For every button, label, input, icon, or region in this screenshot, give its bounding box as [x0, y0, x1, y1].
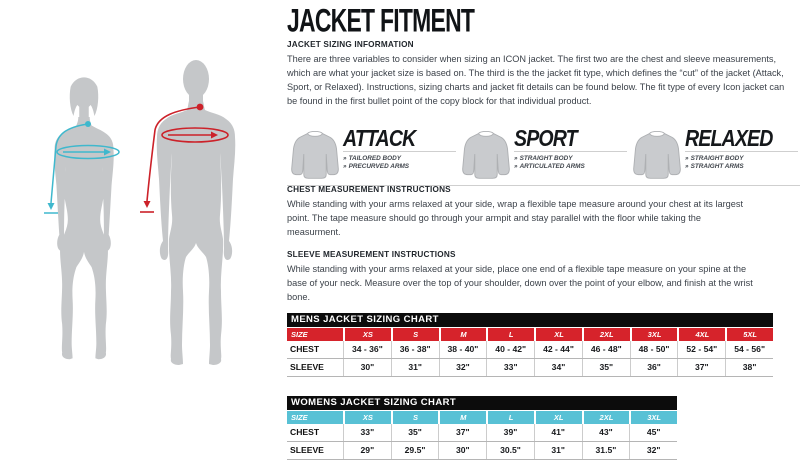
jacket-icon	[629, 128, 685, 182]
cell: 45"	[629, 424, 677, 441]
cell: 43"	[582, 424, 630, 441]
cell: 29.5"	[391, 442, 439, 459]
header-cell: XL	[534, 328, 582, 341]
fit-title-relaxed: RELAXED	[685, 125, 773, 151]
bullet-icon: »	[343, 163, 347, 170]
chest-instructions-heading: CHEST MEASUREMENT INSTRUCTIONS	[287, 185, 451, 194]
womens-sleeve-row	[287, 442, 677, 460]
sleeve-instructions-body: While standing with your arms relaxed at your side, place one end of a flexible tape measure on your spine at the base of your neck. Measure over the top of your shoulder, down over the point of your elbow, and finish at the wrist bone.	[287, 264, 753, 302]
body-measurement-figures	[18, 50, 263, 380]
fit-types-strip	[287, 126, 800, 186]
fit-feature: STRAIGHT ARMS	[690, 163, 744, 170]
header-cell: XL	[534, 411, 582, 424]
fit-feature: PRECURVED ARMS	[348, 163, 410, 170]
cell: 37"	[677, 359, 725, 376]
womens-chest-row	[287, 424, 677, 442]
bullet-icon: »	[685, 155, 689, 162]
cell: 39"	[486, 424, 534, 441]
fit-title-sport: SPORT	[514, 125, 577, 151]
header-cell: L	[486, 328, 534, 341]
header-cell: 2XL	[582, 328, 630, 341]
cell: 35"	[391, 424, 439, 441]
mens-chest-row	[287, 341, 773, 359]
cell: 36"	[630, 359, 678, 376]
divider	[343, 151, 456, 152]
male-silhouette	[157, 60, 236, 365]
row-label: SLEEVE	[290, 362, 324, 372]
jacket-icon	[458, 128, 514, 182]
womens-chart-title: WOMENS JACKET SIZING CHART	[287, 396, 677, 410]
cell: 34 - 36"	[343, 341, 391, 358]
womens-sizing-chart	[287, 396, 677, 460]
header-cell: M	[439, 328, 487, 341]
header-cell: S	[391, 411, 439, 424]
cell: 38 - 40"	[439, 341, 487, 358]
fit-block-relaxed	[629, 126, 800, 185]
mens-chart-header-row	[287, 328, 773, 341]
fit-feature: TAILORED BODY	[348, 155, 401, 162]
mens-sleeve-row	[287, 359, 773, 377]
bullet-icon: »	[514, 163, 518, 170]
header-cell: 2XL	[582, 411, 630, 424]
header-cell: 5XL	[725, 328, 773, 341]
cell: 48 - 50"	[630, 341, 678, 358]
header-cell: M	[438, 411, 486, 424]
cell: 33"	[343, 424, 391, 441]
cell: 31.5"	[582, 442, 630, 459]
cell: 36 - 38"	[391, 341, 439, 358]
page-title: JACKET FITMENT	[287, 2, 475, 39]
bullet-icon: »	[685, 163, 689, 170]
header-cell: 3XL	[629, 411, 677, 424]
cell: 34"	[534, 359, 582, 376]
sizing-info-heading: JACKET SIZING INFORMATION	[287, 40, 414, 49]
fit-feature: STRAIGHT BODY	[690, 155, 744, 162]
cell: 29"	[343, 442, 391, 459]
bullet-icon: »	[343, 155, 347, 162]
mens-chart-title: MENS JACKET SIZING CHART	[287, 313, 773, 327]
header-cell: 3XL	[630, 328, 678, 341]
header-cell: XS	[343, 411, 391, 424]
cell: 30"	[343, 359, 391, 376]
male-sleeve-arrowhead	[144, 201, 151, 208]
fit-title-attack: ATTACK	[343, 125, 416, 151]
cell: 30.5"	[486, 442, 534, 459]
fit-block-sport	[458, 126, 629, 185]
row-label: SLEEVE	[290, 445, 324, 455]
header-cell: 4XL	[677, 328, 725, 341]
mens-sizing-chart	[287, 313, 773, 377]
jacket-icon	[287, 128, 343, 182]
header-cell: SIZE	[287, 411, 343, 424]
fit-block-attack	[287, 126, 458, 185]
header-cell: S	[391, 328, 439, 341]
row-label: CHEST	[290, 427, 320, 437]
header-cell: SIZE	[287, 328, 343, 341]
fit-feature: STRAIGHT BODY	[519, 155, 573, 162]
chest-instructions-body: While standing with your arms relaxed at your side, wrap a flexible tape measure around your chest at its largest point. The tape measure should go through your armpit and stay parallel with the floor while taking the measurment.	[287, 199, 744, 237]
divider	[685, 151, 798, 152]
cell: 37"	[438, 424, 486, 441]
cell: 46 - 48"	[582, 341, 630, 358]
cell: 32"	[629, 442, 677, 459]
header-cell: L	[486, 411, 534, 424]
cell: 54 - 56"	[725, 341, 773, 358]
cell: 31"	[391, 359, 439, 376]
cell: 35"	[582, 359, 630, 376]
cell: 52 - 54"	[677, 341, 725, 358]
sleeve-instructions-section	[287, 250, 755, 304]
fit-feature: ARTICULATED ARMS	[519, 163, 585, 170]
cell: 31"	[534, 442, 582, 459]
header-cell: XS	[343, 328, 391, 341]
female-silhouette	[54, 77, 113, 359]
bullet-icon: »	[514, 155, 518, 162]
cell: 33"	[486, 359, 534, 376]
womens-chart-header-row	[287, 411, 677, 424]
cell: 42 - 44"	[534, 341, 582, 358]
sizing-info-section	[287, 40, 789, 108]
sizing-info-body: There are three variables to consider when sizing an ICON jacket. The first two are the chest and sleeve measurements, which are what your jacket size is based on. The third is the the jacket fit type, which defines the “cut” of the jacket (Attack, Sport, or Relaxed). Instructions, sizing charts and jacket fit details can be found below. The fit type of every Icon jacket can be found in the first bullet point of the copy block for that individual product.	[287, 54, 785, 106]
cell: 40 - 42"	[486, 341, 534, 358]
cell: 32"	[439, 359, 487, 376]
row-label: CHEST	[290, 344, 320, 354]
cell: 41"	[534, 424, 582, 441]
chest-instructions-section	[287, 185, 755, 239]
female-sleeve-arrowhead	[48, 203, 55, 210]
sleeve-instructions-heading: SLEEVE MEASUREMENT INSTRUCTIONS	[287, 250, 456, 259]
cell: 38"	[725, 359, 773, 376]
divider	[514, 151, 627, 152]
cell: 30"	[438, 442, 486, 459]
